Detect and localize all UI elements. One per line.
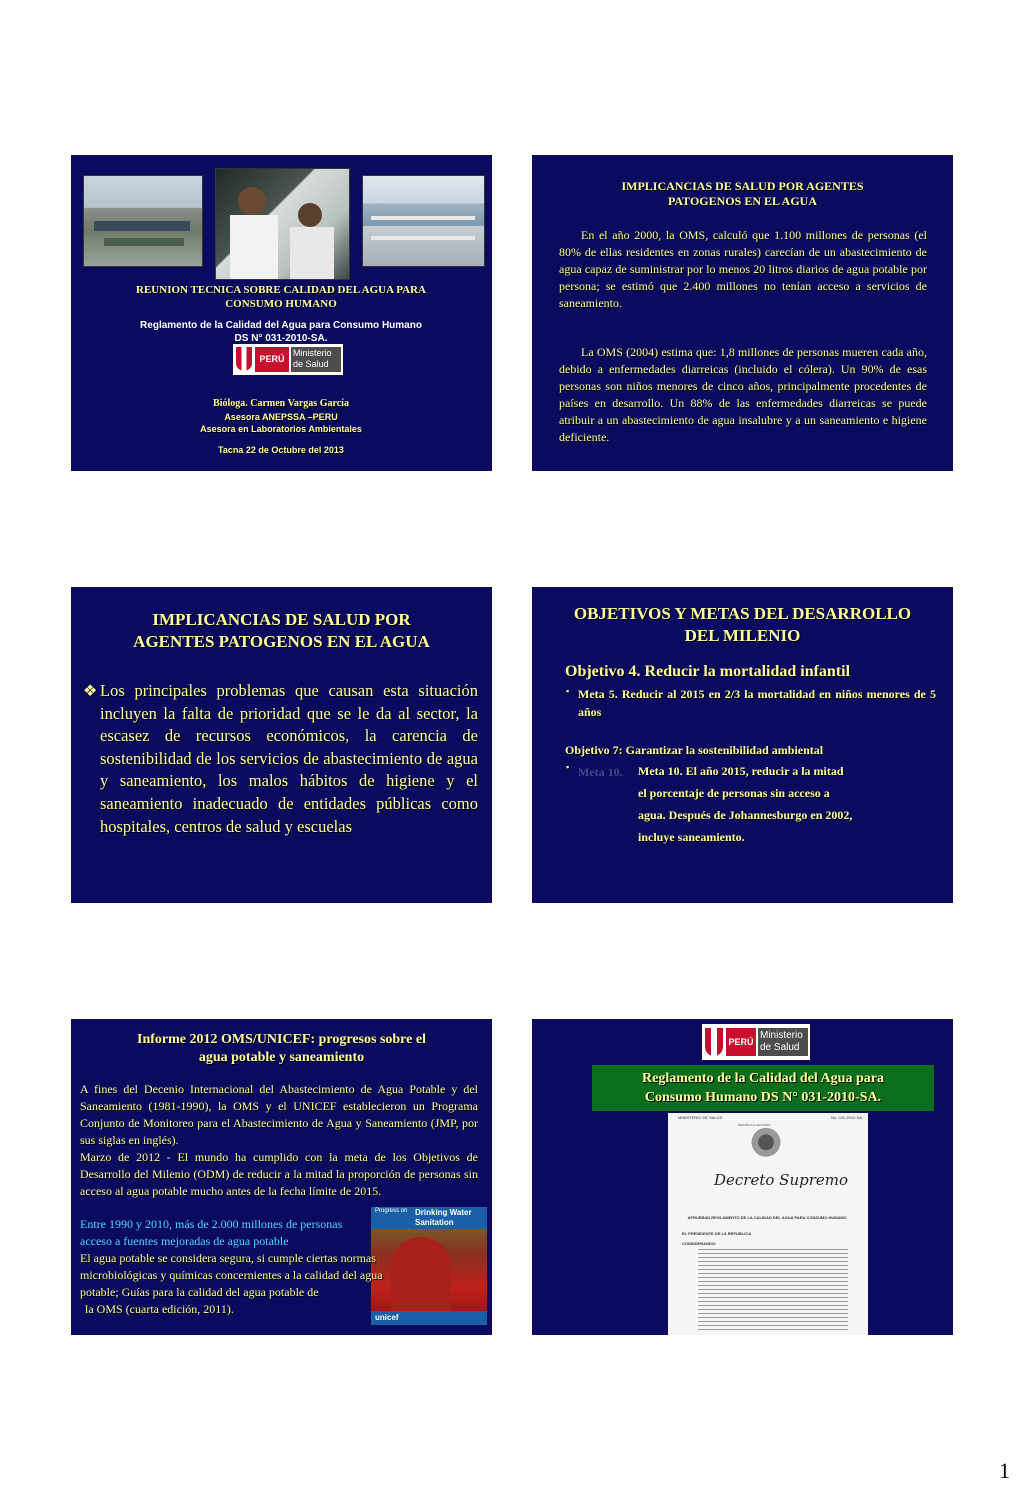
author-role-1: Asesora ANEPSSA –PERU xyxy=(224,412,338,422)
doc-heading: APRUEBAN REGLAMENTO DE LA CALIDAD DEL AGUA PARA CONSUMO HUMANO xyxy=(687,1215,847,1220)
author-name: Bióloga. Carmen Vargas García xyxy=(213,398,349,409)
slide2-title-line-1: IMPLICANCIAS DE SALUD POR AGENTES xyxy=(621,179,864,193)
logo-ministry-line-2: de Salud xyxy=(760,1042,800,1053)
report-unicef-logo: unicef xyxy=(375,1313,399,1322)
slide4-title-line-2: DEL MILENIO xyxy=(684,626,801,645)
slide5-paragraph-1: A fines del Decenio Internacional del Abastecimiento de Agua Potable y del Saneamiento (1981-1990), la OMS y el UNICEF establecieron un Programa Conjunto de Monitoreo para el Abastecimiento de Agua y Saneamiento (JMP, por sus siglas en inglés). xyxy=(80,1082,478,1147)
slide5-para3-line-1: El agua potable se considera segura, si cumple ciertas normas xyxy=(80,1251,376,1265)
peru-shield-icon xyxy=(236,347,252,371)
slide5-title-line-1: Informe 2012 OMS/UNICEF: progresos sobre el xyxy=(137,1032,426,1047)
doc-seal-text: REPÚBLICA DEL PERÚ xyxy=(738,1123,771,1127)
treatment-plant-photo-1 xyxy=(83,175,203,267)
slide-3 xyxy=(71,587,492,903)
doc-body-text-lines xyxy=(698,1249,848,1331)
slide6-title-line-1: Reglamento de la Calidad del Agua para xyxy=(642,1071,884,1086)
report-cover-line-2: Drinking Water xyxy=(415,1208,472,1217)
square-bullet-icon: ▪ xyxy=(566,686,570,696)
ministerio-de-salud-logo xyxy=(702,1024,810,1060)
doc-president: EL PRESIDENTE DE LA REPÚBLICA xyxy=(682,1231,752,1236)
meta-10-line-1: Meta 10. El año 2015, reducir a la mitad xyxy=(638,764,844,778)
slide6-title-banner xyxy=(592,1065,934,1111)
slide-1 xyxy=(71,155,492,471)
slide5-para3-line-3: potable; Guías para la calidad del agua potable de xyxy=(80,1285,319,1299)
logo-country: PERÚ xyxy=(255,347,289,372)
objective-7: Objetivo 7: Garantizar la sostenibilidad ambiental xyxy=(565,743,824,757)
slide5-title-line-2: agua potable y saneamiento xyxy=(198,1050,365,1065)
logo-ministry-line-1: Ministerio xyxy=(293,348,332,358)
logo-ministry-line-2: de Salud xyxy=(293,359,329,369)
slide2-paragraph-2: La OMS (2004) estima que: 1,8 millones de personas mueren cada año, debido a enfermedades diarreicas (incluido el cólera). Un 90% de esas personas son niños menores de cinco años, principalmente procedentes de países en desarrollo. Un 88% de las enfermedades diarreicas se puede atribuir a un abastecimiento de agua insalubre y a un saneamiento e higiene deficiente. xyxy=(559,345,927,444)
page-number: 1 xyxy=(999,1458,1010,1483)
slide-2 xyxy=(532,155,953,471)
regulation-subtitle-line-1: Reglamento de la Calidad del Agua para Consumo Humano xyxy=(140,320,422,331)
meta-10-line-2: el porcentaje de personas sin acceso a xyxy=(638,786,830,800)
laboratory-photo xyxy=(215,168,350,280)
slide5-paragraph-2: Marzo de 2012 - El mundo ha cumplido con la meta de los Objetivos de Desarrollo del Milenio (ODM) de reducir a la mitad la proporción de personas sin acceso al agua potable mucho antes de la fecha límite de 2015. xyxy=(80,1150,478,1198)
slide5-para3-line-2: microbiológicas y químicas concernientes a la calidad del agua xyxy=(80,1268,383,1282)
meta-10-line-4: incluye saneamiento. xyxy=(638,830,745,844)
peru-shield-icon xyxy=(705,1028,723,1056)
logo-country: PERÚ xyxy=(726,1028,756,1056)
ministerio-de-salud-logo xyxy=(233,344,343,375)
slide2-paragraph-1: En el año 2000, la OMS, calculó que 1.100 millones de personas (el 80% de ellas residentes en zonas rurales) carecían de un abastecimiento de agua capaz de suministrar por lo menos 20 litros diarios de agua potable por persona; se estimó que 2.400 millones no tenían acceso a servicios de saneamiento. xyxy=(559,228,927,310)
slide5-cyan-line-2: acceso a fuentes mejoradas de agua potable xyxy=(80,1234,289,1248)
doc-header-left: MINISTERIO DE SALUD xyxy=(678,1115,723,1120)
coat-of-arms-icon xyxy=(748,1127,784,1161)
square-bullet-icon: ▪ xyxy=(566,762,570,772)
author-role-2: Asesora en Laboratorios Ambientales xyxy=(200,424,362,434)
slide5-para3-line-4: la OMS (cuarta edición, 2011). xyxy=(85,1302,234,1316)
doc-script-title: Decreto Supremo xyxy=(714,1171,849,1189)
objective-4: Objetivo 4. Reducir la mortalidad infantil xyxy=(565,663,851,680)
slide-5 xyxy=(71,1019,492,1335)
slide6-title-line-2: Consumo Humano DS N° 031-2010-SA. xyxy=(644,1090,882,1105)
slide5-cyan-line-1: Entre 1990 y 2010, más de 2.000 millones de personas xyxy=(80,1217,343,1231)
report-cover-line-3: Sanitation xyxy=(415,1218,454,1227)
slide4-title-line-1: OBJETIVOS Y METAS DEL DESARROLLO xyxy=(573,604,912,623)
doc-considerando: CONSIDERANDO: xyxy=(682,1241,717,1246)
meeting-title-line-1: REUNION TECNICA SOBRE CALIDAD DEL AGUA PARA xyxy=(136,284,426,296)
doc-header-right: No. 031-2010-SA xyxy=(831,1115,862,1120)
slide2-title-line-2: PATOGENOS EN EL AGUA xyxy=(667,194,818,208)
report-cover-line-1: Progress on xyxy=(375,1208,408,1214)
slide-6 xyxy=(532,1019,953,1335)
event-date: Tacna 22 de Octubre del 2013 xyxy=(218,445,344,455)
slide-4 xyxy=(532,587,953,903)
meta-5: Meta 5. Reducir al 2015 en 2/3 la mortalidad en niños menores de 5 años xyxy=(578,687,936,719)
meta-10-ghost-label: Meta 10. xyxy=(578,765,623,779)
slide3-title-line-1: IMPLICANCIAS DE SALUD POR xyxy=(152,610,411,629)
regulation-subtitle-line-2: DS N° 031-2010-SA. xyxy=(234,333,328,344)
treatment-plant-photo-2 xyxy=(362,175,485,267)
slide3-bullet-text: Los principales problemas que causan esta situación incluyen la falta de prioridad que se le da al sector, la escasez de recursos económicos, la carencia de sostenibilidad de los servicios de abastecimiento de agua y saneamiento, los malos hábitos de higiene y el saneamiento inadecuado de entidades públicas como hospitales, centros de salud y escuelas xyxy=(100,681,478,836)
slide3-title-line-2: AGENTES PATOGENOS EN EL AGUA xyxy=(133,632,430,651)
diamond-bullet-icon: ❖ xyxy=(83,683,98,700)
meeting-title-line-2: CONSUMO HUMANO xyxy=(225,298,337,310)
decree-document-image xyxy=(668,1113,868,1335)
logo-ministry-line-1: Ministerio xyxy=(760,1030,803,1041)
meta-10-line-3: agua. Después de Johannesburgo en 2002, xyxy=(638,808,853,822)
